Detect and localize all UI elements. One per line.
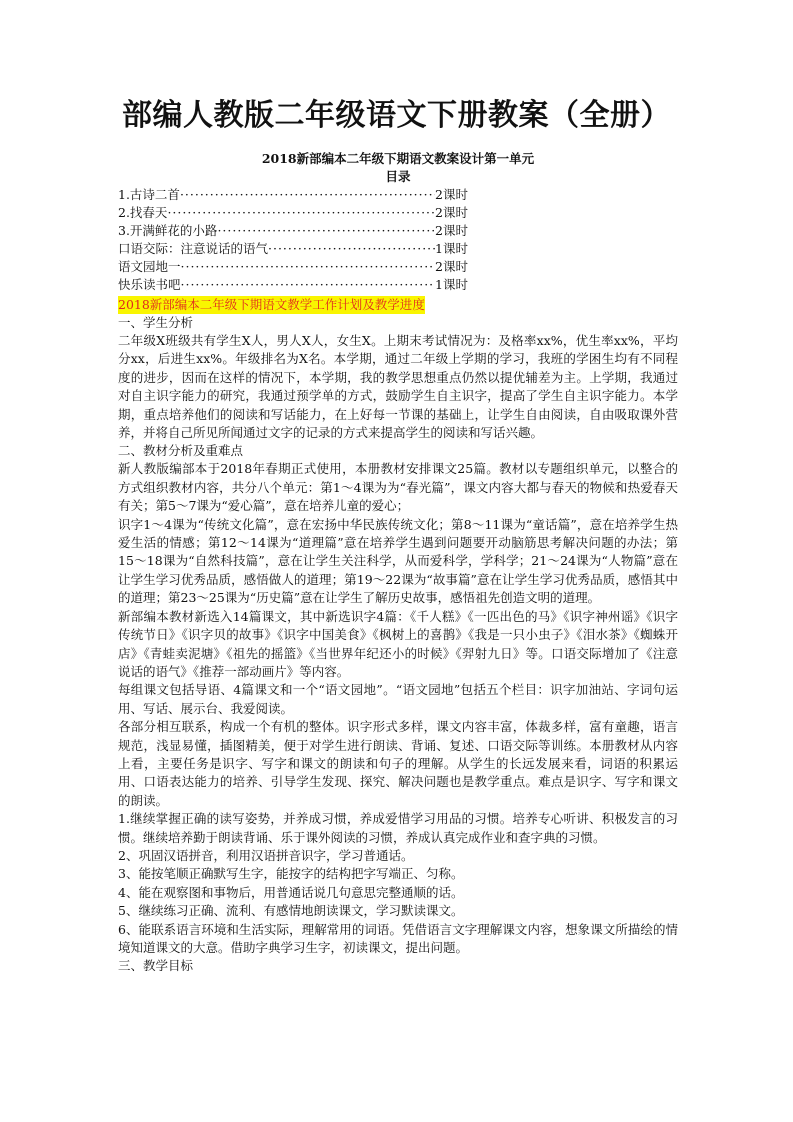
section-heading-textbook-analysis: 二、教材分析及重难点 bbox=[118, 443, 244, 459]
goal-paragraph: 3、能按笔顺正确默写生字，能按字的结构把字写端正、匀称。 bbox=[118, 866, 464, 882]
toc-item-hours: 2课时 bbox=[435, 205, 468, 220]
toc-item[interactable] bbox=[118, 258, 468, 276]
goal-paragraph: 5、继续练习正确、流利、有感情地朗读课文，学习默读课文。 bbox=[118, 903, 464, 919]
toc-item-title: 快乐读书吧 bbox=[118, 277, 181, 292]
document-title: 部编人教版二年级语文下册教案（全册） bbox=[122, 98, 671, 133]
goal-paragraph: 1.继续掌握正确的读写姿势，并养成习惯，养成爱惜学习用品的习惯。培养专心听讲、积极发言的习惯。继续培养勤于朗读背诵、乐于课外阅读的习惯，养成认真完成作业和查字典的习惯。 bbox=[118, 811, 678, 845]
document-page bbox=[118, 96, 678, 975]
section-heading-student-analysis: 一、学生分析 bbox=[118, 315, 194, 330]
toc-leader-dots bbox=[268, 240, 435, 258]
textbook-paragraph: 新部编本教材新选入14篇课文，其中新选识字4篇：《千人糕》《一匹出色的马》《识字神州谣》《识字传统节日》《识字贝的故事》《识字中国美食》《枫树上的喜鹊》《我是一只小虫子》《泪水茶》《蜘蛛开店》《青蛙卖泥塘》《祖先的摇篮》《当世界年纪还小的时候》《羿射九日》等。口语交际增加了《注意说话的语气》《推荐一部动画片》等内容。 bbox=[118, 608, 678, 679]
textbook-paragraph: 每组课文包括导语、4篇课文和一个“语文园地”。“语文园地”包括五个栏目：识字加油站、字词句运用、写话、展示台、我爱阅读。 bbox=[118, 682, 678, 716]
toc-item-title: 2.找春天 bbox=[118, 205, 168, 220]
toc-item-hours: 1课时 bbox=[435, 277, 468, 292]
toc-item-title: 语文园地一 bbox=[118, 259, 181, 274]
textbook-paragraph: 各部分相互联系，构成一个有机的整体。识字形式多样，课文内容丰富，体裁多样，富有童趣，语言规范，浅显易懂，插图精美，便于对学生进行朗读、背诵、复述、口语交际等训练。本册教材从内容上看，主要任务是识字、写字和课文的朗读和句子的理解。从学生的长远发展来看，词语的积累运用、口语表达能力的培养、引导学生发现、探究、解决问题也是教学重点。难点是识字、写字和课文的朗读。 bbox=[118, 719, 678, 808]
unit-subtitle: 2018新部编本二年级下期语文教案设计第一单元 bbox=[261, 151, 535, 166]
toc-leader-dots bbox=[181, 276, 436, 294]
toc-item-hours: 1课时 bbox=[435, 241, 468, 256]
textbook-paragraph: 新人教版编部本于2018年春期正式使用，本册教材安排课文25篇。教材以专题组织单元，以整合的方式组织教材内容，共分八个单元：第1～4课为为“春光篇”，课文内容大都与春天的物候和热爱春天有关；第5～7课为“爱心篇”，意在培养儿童的爱心； bbox=[118, 461, 678, 514]
toc-item-title: 1.古诗二首 bbox=[118, 187, 180, 202]
section-heading-teaching-goals: 三、教学目标 bbox=[118, 958, 194, 974]
toc-item-hours: 2课时 bbox=[435, 259, 468, 274]
toc-item[interactable] bbox=[118, 186, 468, 204]
toc-item-title: 3.开满鲜花的小路 bbox=[118, 223, 218, 238]
toc-leader-dots bbox=[167, 204, 435, 222]
toc-leader-dots bbox=[181, 258, 436, 276]
goal-paragraph: 2、巩固汉语拼音，利用汉语拼音识字，学习普通话。 bbox=[118, 847, 414, 863]
toc-leader-dots bbox=[217, 222, 435, 240]
toc-leader-dots bbox=[180, 186, 435, 204]
toc-item[interactable] bbox=[118, 204, 468, 222]
textbook-paragraph: 识字1～4课为“传统文化篇”，意在宏扬中华民族传统文化；第8～11课为“童话篇”，意在培养学生热爱生活的情感；第12～14课为“道理篇”意在培养学生遇到问题要开动脑筋思考解决问题的办法；第15～18课为“自然科技篇”，意在让学生关注科学，从而爱科学，学科学；21～24课为“人物篇”意在让学生学习优秀品质，感悟做人的道理；第19～22课为“故事篇”意在让学生学习优秀品质，感悟其中的道理；第23～25课为“历史篇”意在让学生了解历史故事，感悟祖先创造文明的道理。 bbox=[118, 516, 678, 606]
goal-paragraph: 4、能在观察图和事物后，用普通话说几句意思完整通顺的话。 bbox=[118, 884, 464, 900]
toc-item[interactable] bbox=[118, 240, 468, 258]
toc-item[interactable] bbox=[118, 276, 468, 294]
toc-heading: 目录 bbox=[385, 169, 411, 184]
student-analysis-paragraph: 二年级X班级共有学生X人，男人X人，女生X。上期末考试情况为：及格率xx%，优生率xx%，平均分xx，后进生xx%。年级排名为X名。本学期，通过二年级上学期的学习，我班的学困生均有不同程度的进步，因而在这样的情况下，本学期，我的教学思想重点仍然以提优辅差为主。上学期，我通过对自主识字能力的研究，我通过预学单的方式，鼓励学生自主识字，提高了学生自主识字能力。本学期，重点培养他们的阅读和写话能力，在上好每一节课的基础上，让学生自由阅读，自由吸取课外营养，并将自己所见所闻通过文字的记录的方式来提高学生的阅读和写话兴趣。 bbox=[118, 333, 678, 441]
teaching-plan-link[interactable]: 2018新部编本二年级下期语文教学工作计划及教学进度 bbox=[118, 297, 425, 312]
toc-item[interactable] bbox=[118, 222, 468, 240]
toc-item-hours: 2课时 bbox=[435, 223, 468, 238]
toc-item-title: 口语交际：注意说话的语气 bbox=[118, 241, 269, 256]
toc-item-hours: 2课时 bbox=[435, 187, 468, 202]
goal-paragraph: 6、能联系语言环境和生活实际，理解常用的词语。凭借语言文字理解课文内容，想象课文所描绘的情境知道课文的大意。借助字典学习生字，初读课文，提出问题。 bbox=[118, 921, 678, 955]
table-of-contents bbox=[118, 186, 678, 294]
